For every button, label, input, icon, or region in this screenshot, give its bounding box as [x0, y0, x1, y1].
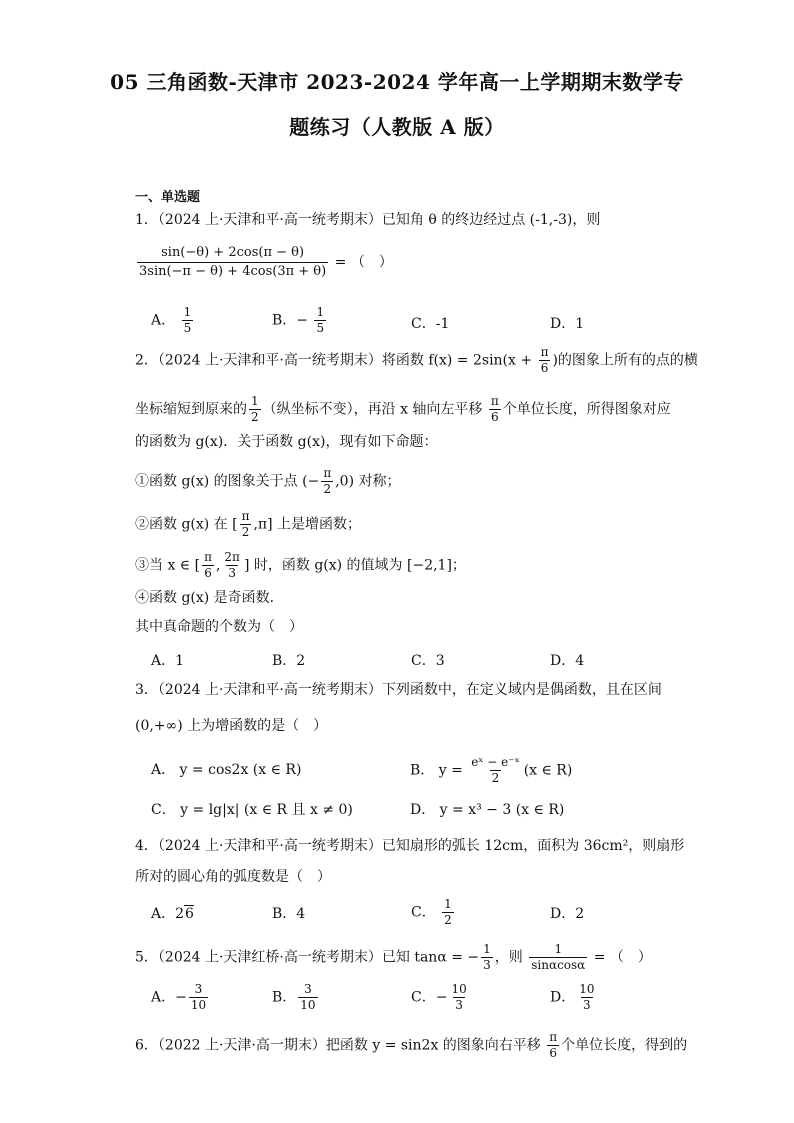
- q2-option-b: B．2: [272, 653, 306, 669]
- q2-p3-fraction-b: $\frac{2\pi}{3}$: [224, 550, 240, 580]
- q2-question-prompt: 其中真命题的个数为（ ）: [135, 619, 303, 635]
- question-2-line-2: 坐标缩短到原来的 $\frac{1}{2}$ （纵坐标不变），再沿 x 轴向左平移 $\frac{\pi}{6}$ 个单位长度，所得图象对应: [135, 394, 671, 424]
- q1-option-b: B．− $\frac{1}{5}$: [272, 305, 325, 335]
- q1-option-d: D．1: [550, 316, 585, 332]
- question-1-text: 1．（2024 上·天津和平·高一统考期末）已知角 θ 的终边经过点 (-1,-3)，则: [135, 212, 601, 228]
- q5-option-c: C．− $\frac{10}{3}$: [411, 982, 467, 1012]
- q3-option-a: A． y = cos2x (x ∈ R): [151, 762, 302, 778]
- q2-proposition-3: ③当 x ∈ [ $\frac{\pi}{6}$ , $\frac{2\pi}{3}$ ] 时，函数 g(x) 的值域为 [−2,1]；: [135, 550, 466, 580]
- q2-fraction-pi-6: $\frac{\pi}{6}$: [540, 345, 549, 375]
- q5-option-a: A．− $\frac{3}{10}$: [151, 982, 207, 1012]
- question-3-line-1: 3．（2024 上·天津和平·高一统考期末）下列函数中，在定义域内是偶函数，且在区间: [135, 682, 662, 698]
- q2-fraction-half: $\frac{1}{2}$: [251, 394, 259, 424]
- question-4-line-2: 所对的圆心角的弧度数是（ ）: [135, 869, 331, 885]
- q2-option-c: C．3: [411, 653, 445, 669]
- q2-option-a: A．1: [151, 653, 185, 669]
- q2-fraction-pi-6-b: $\frac{\pi}{6}$: [490, 394, 499, 424]
- question-5-line: 5．（2024 上·天津红桥·高一统考期末）已知 tanα = − $\frac{1}{3}$ ，则 $\frac{1}{\sin\alpha\cos\alpha}$ = （ ）: [135, 942, 652, 972]
- q3-option-b-fraction: $\frac{\text{eˣ − e⁻ˣ}}{2}$: [471, 755, 520, 785]
- question-2-line-3: 的函数为 g(x)．关于函数 g(x)，现有如下命题：: [135, 434, 438, 450]
- q2-option-d: D．4: [550, 653, 585, 669]
- question-6-line-1: 6．（2022 上·天津·高一期末）把函数 y = sin2x 的图象向右平移 $\frac{\pi}{6}$ 个单位长度，得到的: [135, 1030, 688, 1060]
- q1-option-a-value: $\frac{1}{5}$: [183, 305, 192, 335]
- q4-option-d: D．2: [550, 906, 585, 922]
- section-heading: 一、单选题: [135, 190, 201, 205]
- question-2-line-1: 2．（2024 上·天津和平·高一统考期末）将函数 f(x) = 2sin(x + $\frac{\pi}{6}$ )的图象上所有的点的横: [135, 345, 698, 375]
- q4-option-c: C． $\frac{1}{2}$: [411, 897, 452, 927]
- q3-option-b: B． y = $\frac{\text{eˣ − e⁻ˣ}}{2}$ (x ∈ R): [410, 755, 573, 785]
- q2-p2-fraction: $\frac{\pi}{2}$: [241, 509, 250, 539]
- document-title-line-1: 05 三角函数-天津市 2023-2024 学年高一上学期期末数学专: [110, 70, 684, 94]
- q3-option-c: C． y = lg|x| (x ∈ R 且 x ≠ 0): [151, 802, 353, 818]
- question-1-stem: [135, 210, 600, 230]
- q1-option-a: A． $\frac{1}{5}$: [151, 305, 192, 335]
- question-1-expression: [135, 244, 393, 281]
- q1-option-c: C．-1: [411, 316, 450, 332]
- q4-option-b: B．4: [272, 906, 306, 922]
- question-3-line-2: (0,+∞) 上为增函数的是（ ）: [135, 718, 328, 734]
- q5-fraction-expression: $\frac{1}{\sin\alpha\cos\alpha}$: [531, 942, 586, 972]
- question-1-numerator: sin(−θ) + 2cos(π − θ): [161, 245, 305, 260]
- question-4-line-1: 4．（2024 上·天津和平·高一统考期末）已知扇形的弧长 12cm，面积为 36cm²，则扇形: [135, 838, 685, 854]
- q2-p1-fraction: $\frac{\pi}{2}$: [323, 466, 332, 496]
- question-1-denominator: 3sin(−π − θ) + 4cos(3π + θ): [139, 264, 327, 279]
- q1-option-b-value: $\frac{1}{5}$: [316, 305, 325, 335]
- q5-option-b: B． $\frac{3}{10}$: [272, 982, 316, 1012]
- q6-fraction-pi-6: $\frac{\pi}{6}$: [549, 1030, 558, 1060]
- q2-proposition-2: ②函数 g(x) 在 [ $\frac{\pi}{2}$ ,π] 上是增函数；: [135, 509, 362, 539]
- question-1-tail: = （ ）: [334, 254, 393, 271]
- document-title-line-2: 题练习（人教版 A 版）: [289, 115, 505, 139]
- q3-option-d: D． y = x³ − 3 (x ∈ R): [410, 802, 565, 818]
- question-1-fraction: [137, 244, 328, 281]
- q5-option-d: D． $\frac{10}{3}$: [550, 982, 595, 1012]
- q5-fraction-1-3: $\frac{1}{3}$: [483, 942, 491, 972]
- q2-proposition-1: ①函数 g(x) 的图象关于点 (− $\frac{\pi}{2}$ ,0) 对称；: [135, 466, 401, 496]
- q2-proposition-4: ④函数 g(x) 是奇函数．: [135, 590, 284, 606]
- q2-p3-fraction-a: $\frac{\pi}{6}$: [204, 550, 212, 580]
- q4-option-a: A．26: [151, 906, 194, 922]
- q4-option-c-fraction: $\frac{1}{2}$: [444, 897, 452, 927]
